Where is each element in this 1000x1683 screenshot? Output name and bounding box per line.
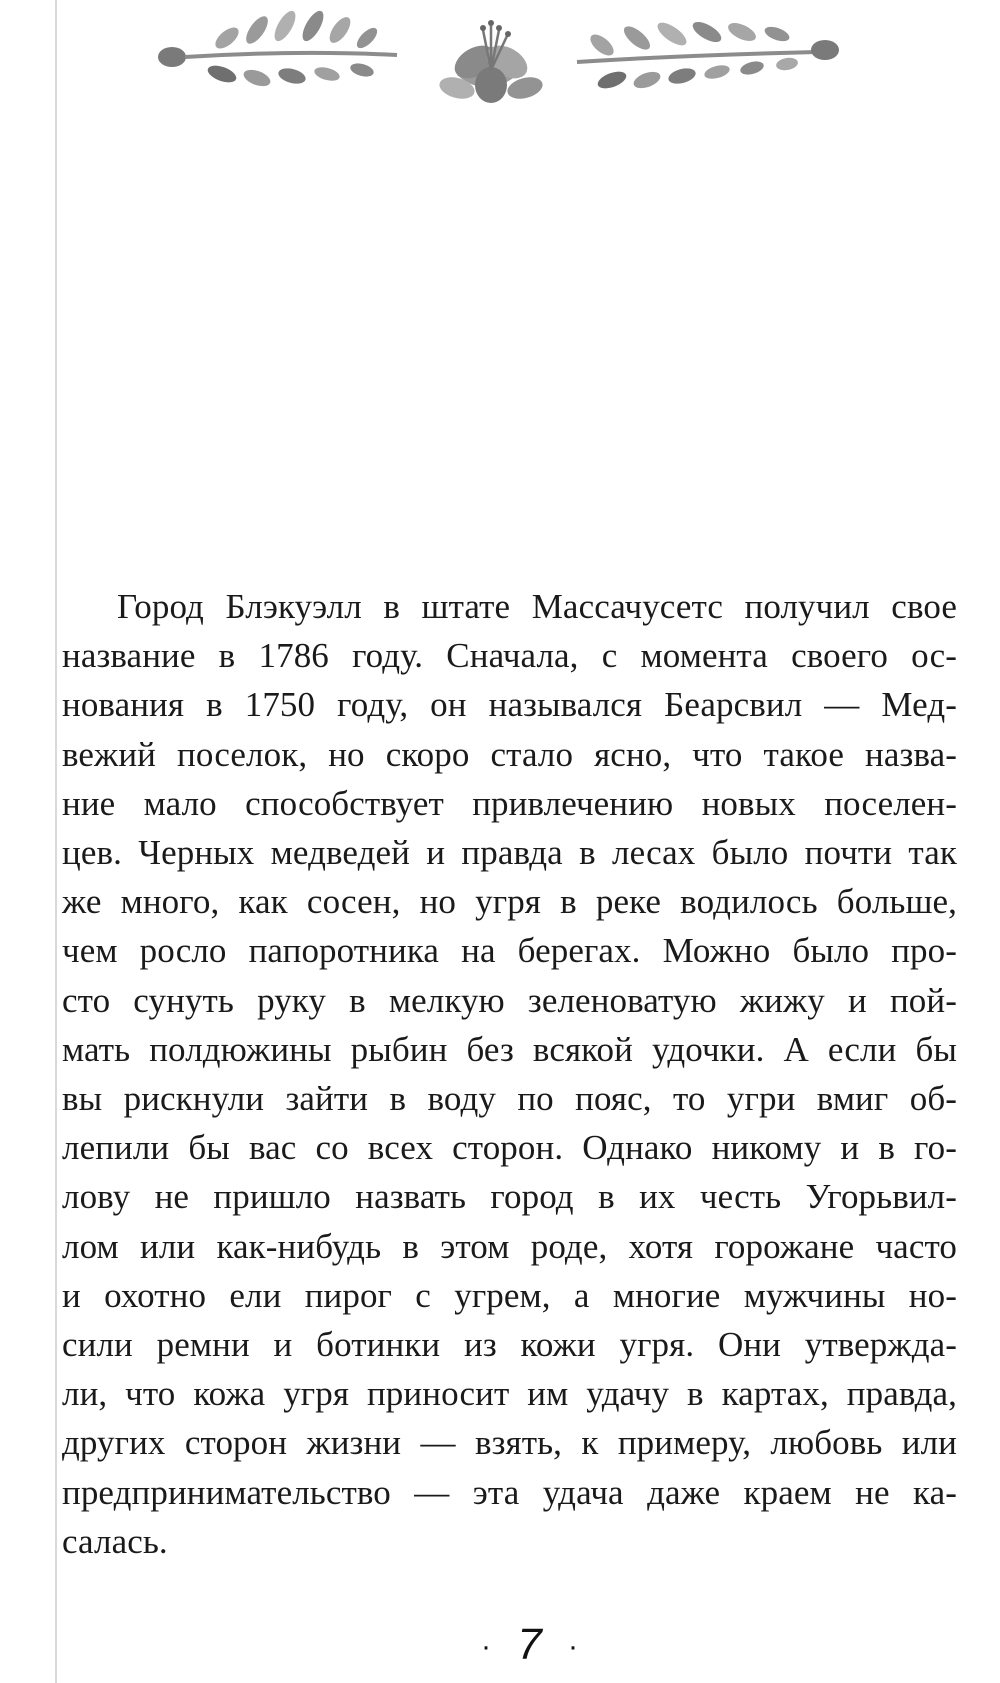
page-number-dot-left: · — [481, 1630, 492, 1664]
text-line: сили ремни и ботинки из кожи угря. Они утвержда- — [62, 1325, 957, 1365]
text-line: сто сунуть руку в мелкую зеленоватую жижу и пой- — [62, 980, 957, 1020]
text-line: салась. — [62, 1521, 168, 1561]
text-line: других сторон жизни — взять, к примеру, любовь или — [62, 1423, 957, 1463]
text-line: и охотно ели пирог с угрем, а многие мужчины но- — [62, 1275, 957, 1315]
body-paragraph — [62, 582, 957, 1566]
text-line: мать полдюжины рыбин без всякой удочки. А если бы — [62, 1029, 957, 1069]
text-line: ли, что кожа угря приносит им удачу в картах, правда, — [62, 1374, 957, 1414]
page-number-dot-right: · — [567, 1630, 578, 1664]
text-line: цев. Черных медведей и правда в лесах было почти так — [62, 833, 957, 873]
book-page — [55, 0, 1000, 1683]
floral-vine-ornament-icon — [157, 0, 947, 120]
text-line: ние мало способствует привлечению новых поселен- — [62, 783, 957, 823]
text-line: лепили бы вас со всех сторон. Однако никому и в го- — [62, 1128, 957, 1168]
text-line: лом или как-нибудь в этом роде, хотя горожане часто — [62, 1226, 957, 1266]
text-line: лову не пришло назвать город в их честь Угорьвил- — [62, 1177, 957, 1217]
text-line: вы рискнули зайти в воду по пояс, то угри вмиг об- — [62, 1079, 957, 1119]
page-number-value: 7 — [517, 1620, 542, 1669]
text-line: же много, как сосен, но угря в реке водилось больше, — [62, 882, 957, 922]
text-line: Город Блэкуэлл в штате Массачусетс получил свое — [117, 587, 957, 626]
text-line: вежий поселок, но скоро стало ясно, что такое назва- — [62, 734, 957, 774]
text-line: нования в 1750 году, он назывался Беарсвил — Мед- — [62, 685, 957, 725]
text-line: название в 1786 году. Сначала, с момента своего ос- — [62, 636, 957, 676]
text-line: чем росло папоротника на берегах. Можно было про- — [62, 931, 957, 971]
page-number — [57, 1620, 1000, 1670]
text-line: предпринимательство — эта удача даже краем не ка- — [62, 1472, 957, 1512]
